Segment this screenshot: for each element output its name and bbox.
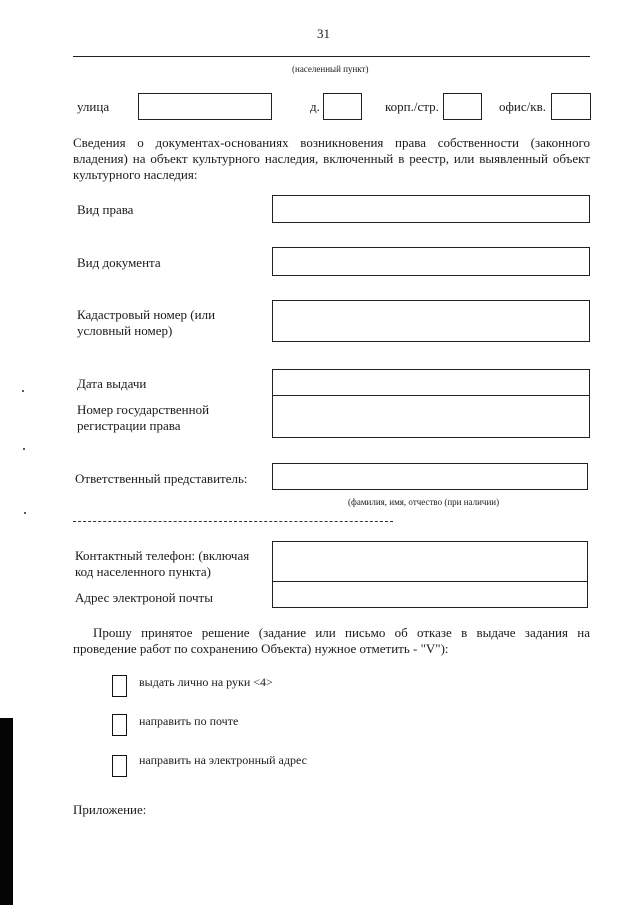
settlement-caption: (населенный пункт) (292, 64, 369, 74)
scan-edge-artifact (0, 718, 13, 905)
email-field[interactable] (272, 581, 588, 608)
responsible-caption: (фамилия, имя, отчество (при наличии) (348, 497, 500, 507)
cadastral-label-line1: Кадастровый номер (или (77, 307, 216, 322)
option-by-email-label: направить на электронный адрес (139, 753, 307, 767)
scan-speck (22, 390, 24, 392)
responsible-field[interactable] (272, 463, 588, 490)
street-field[interactable] (138, 93, 272, 120)
right-type-label: Вид права (77, 202, 134, 217)
reg-number-field[interactable] (272, 395, 590, 438)
phone-field[interactable] (272, 541, 588, 582)
office-field[interactable] (551, 93, 591, 120)
office-label: офис/кв. (499, 99, 546, 114)
request-text: Прошу принятое решение (задание или письмо об отказе в выдаче задания на проведение работ по сохранению Объекта) нужное отметить - "V"): (73, 625, 590, 656)
building-field[interactable] (443, 93, 482, 120)
cadastral-number-field[interactable] (272, 300, 590, 342)
document-type-label: Вид документа (77, 255, 161, 270)
right-type-field[interactable] (272, 195, 590, 223)
document-type-field[interactable] (272, 247, 590, 276)
dashed-divider (73, 521, 393, 522)
option-in-person-label: выдать лично на руки <4> (139, 675, 273, 689)
attachment-label: Приложение: (73, 802, 147, 817)
issue-date-field[interactable] (272, 369, 590, 396)
settlement-line (73, 56, 590, 57)
cadastral-label-line2: условный номер) (77, 323, 173, 338)
option-by-mail-label: направить по почте (139, 714, 239, 728)
page-number: 31 (317, 26, 330, 41)
reg-number-label-line1: Номер государственной (77, 402, 210, 417)
option-by-email-checkbox[interactable] (112, 755, 127, 777)
phone-label-line2: код населенного пункта) (75, 564, 211, 579)
scan-speck (24, 512, 26, 514)
option-by-mail-checkbox[interactable] (112, 714, 127, 736)
ownership-info-text: Сведения о документах-основаниях возникновения права собственности (законного владения) на объект культурного наследия, включенный в реестр, или выявленный объект культурного наследия: (73, 135, 590, 182)
reg-number-label-line2: регистрации права (77, 418, 181, 433)
option-in-person-checkbox[interactable] (112, 675, 127, 697)
street-label: улица (77, 99, 110, 114)
house-label: д. (310, 99, 320, 114)
phone-label-line1: Контактный телефон: (включая (75, 548, 250, 563)
email-label: Адрес электроной почты (75, 590, 213, 605)
house-field[interactable] (323, 93, 362, 120)
scan-speck (23, 448, 25, 450)
issue-date-label: Дата выдачи (77, 376, 147, 391)
responsible-label: Ответственный представитель: (75, 471, 248, 486)
building-label: корп./стр. (385, 99, 439, 114)
